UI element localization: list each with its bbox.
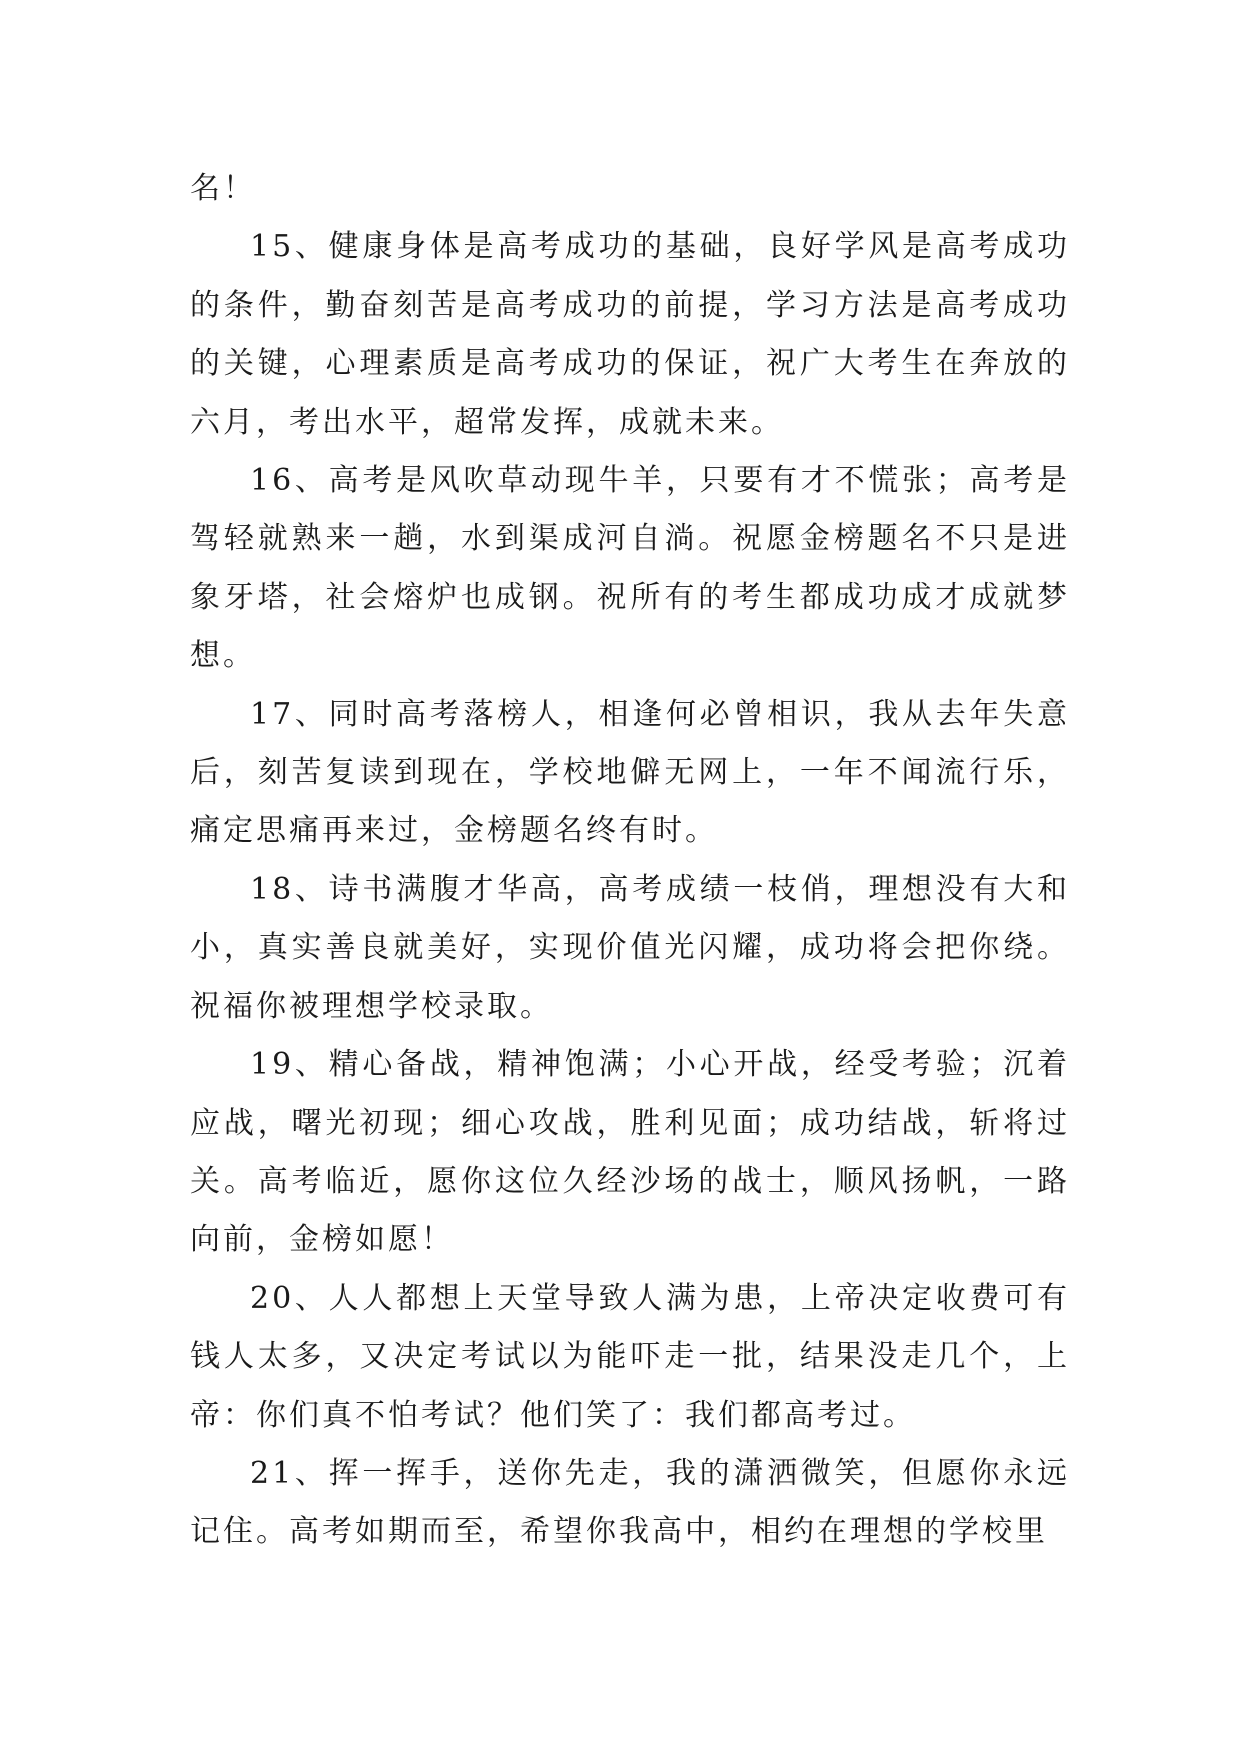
document-body <box>190 160 1070 1562</box>
paragraph-continuation: 名！ <box>190 171 256 206</box>
paragraph-20: 20、人人都想上天堂导致人满为患，上帝决定收费可有钱人太多，又决定考试以为能吓走一批，结果没走几个，上帝：你们真不怕考试？他们笑了：我们都高考过。 <box>190 1280 1070 1433</box>
paragraph-18: 18、诗书满腹才华高，高考成绩一枝俏，理想没有大和小，真实善良就美好，实现价值光闪耀，成功将会把你绕。祝福你被理想学校录取。 <box>190 871 1070 1024</box>
paragraph-16: 16、高考是风吹草动现牛羊，只要有才不慌张；高考是驾轻就熟来一趟，水到渠成河自淌。祝愿金榜题名不只是进象牙塔，社会熔炉也成钢。祝所有的考生都成功成才成就梦想。 <box>190 463 1070 674</box>
paragraph-17: 17、同时高考落榜人，相逢何必曾相识，我从去年失意后，刻苦复读到现在，学校地僻无网上，一年不闻流行乐，痛定思痛再来过，金榜题名终有时。 <box>190 696 1070 849</box>
paragraph-19: 19、精心备战，精神饱满；小心开战，经受考验；沉着应战，曙光初现；细心攻战，胜利见面；成功结战，斩将过关。高考临近，愿你这位久经沙场的战士，顺风扬帆，一路向前，金榜如愿！ <box>190 1047 1070 1258</box>
paragraph-21: 21、挥一挥手，送你先走，我的潇洒微笑，但愿你永远记住。高考如期而至，希望你我高中，相约在理想的学校里 <box>190 1455 1070 1550</box>
paragraph-15: 15、健康身体是高考成功的基础，良好学风是高考成功的条件，勤奋刻苦是高考成功的前提，学习方法是高考成功的关键，心理素质是高考成功的保证，祝广大考生在奔放的六月，考出水平，超常发挥，成就未来。 <box>190 229 1070 440</box>
